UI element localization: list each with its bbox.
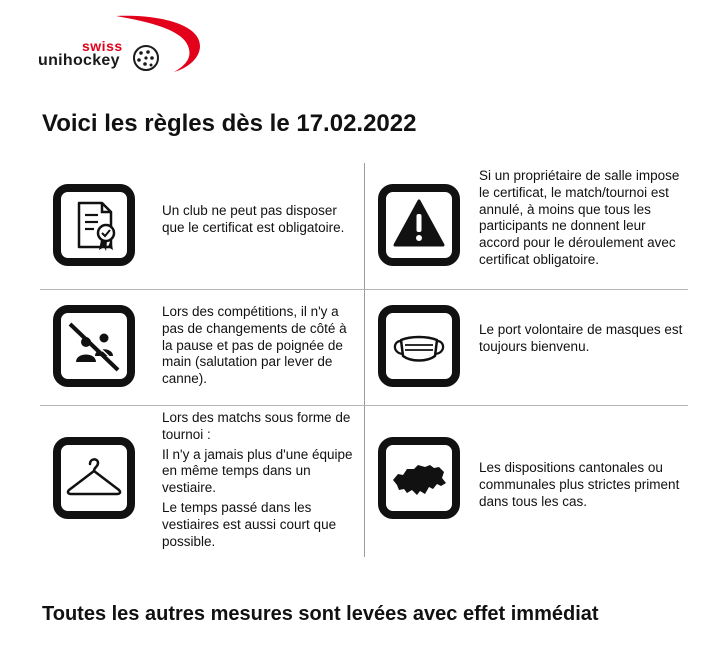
swiss-unihockey-logo — [38, 12, 208, 74]
rule-paragraph: Il n'y a jamais plus d'une équipe en même temps dans un vestiaire. — [162, 446, 353, 496]
rules-grid — [40, 163, 688, 557]
footer-statement: Toutes les autres mesures sont levées avec effet immédiat — [42, 603, 599, 625]
rule-locker-rooms — [40, 406, 364, 557]
rule-text — [162, 410, 358, 550]
rule-paragraph: Si un propriétaire de salle impose le certificat, le match/tournoi est annulé, à moins que tous les participants ne donnent leur accord pour le déroulement avec certificat obligatoire. — [479, 168, 680, 267]
certificate-icon — [52, 183, 136, 267]
logo-swiss-text: swiss — [82, 38, 123, 54]
no-handshake-icon — [52, 304, 136, 388]
rule-venue-certificate — [365, 163, 688, 289]
rule-masks — [365, 290, 688, 405]
coat-hanger-icon — [52, 436, 136, 520]
warning-icon — [377, 183, 461, 267]
rule-paragraph: Le port volontaire de masques est toujours bienvenu. — [479, 322, 683, 354]
rule-text — [479, 322, 683, 356]
rule-text — [162, 203, 358, 237]
face-mask-icon — [377, 304, 461, 388]
switzerland-map-icon — [377, 436, 461, 520]
rule-certificate — [40, 163, 364, 289]
rule-paragraph: Le temps passé dans les vestiaires est aussi court que possible. — [162, 499, 337, 549]
rule-paragraph: Les dispositions cantonales ou communales plus strictes priment dans tous les cas. — [479, 460, 680, 509]
rule-paragraph: Lors des matchs sous forme de tournoi : — [162, 410, 351, 442]
rule-paragraph: Lors des compétitions, il n'y a pas de changements de côté à la pause et pas de poignée de main (salutation par lever de canne). — [162, 304, 347, 387]
rule-cantonal — [365, 406, 688, 557]
page-title: Voici les règles dès le 17.02.2022 — [42, 110, 417, 137]
rule-text — [162, 304, 358, 388]
rule-text — [479, 460, 683, 510]
rule-competitions — [40, 290, 364, 405]
logo-unihockey-text: unihockey — [38, 52, 120, 69]
rule-paragraph: Un club ne peut pas disposer que le certificat est obligatoire. — [162, 203, 345, 235]
rule-text — [479, 168, 683, 269]
